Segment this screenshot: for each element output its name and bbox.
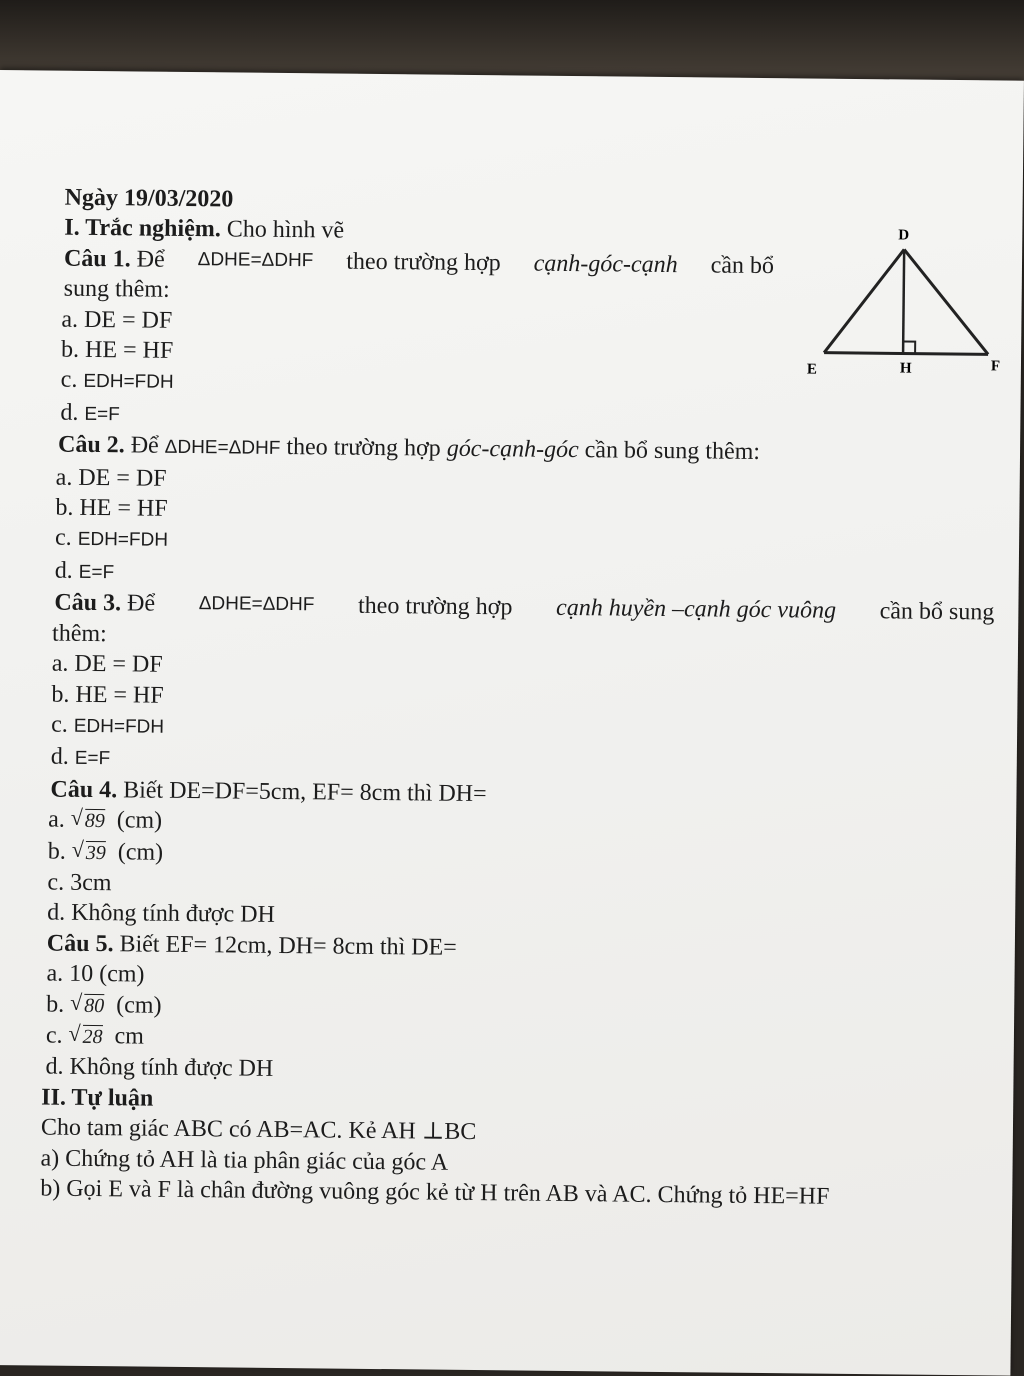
q3-triangles: ΔDHE=ΔDHF — [198, 593, 315, 616]
part2-item-a: a) Chứng tỏ AH là tia phân giác của góc A — [40, 1145, 449, 1176]
worksheet-content — [40, 183, 1005, 1214]
q2-c-value: EDH=FDH — [77, 529, 169, 552]
q5-c-prefix: c. — [45, 1022, 63, 1049]
q3-c-value: EDH=FDH — [73, 715, 165, 738]
q3-intro: Để — [126, 590, 156, 617]
q5-c-radicand: 28 — [82, 1025, 103, 1049]
q4-a-prefix: a. — [48, 806, 65, 833]
q2-triangles: ΔDHE=ΔDHF — [164, 436, 281, 460]
q1-triangles: ΔDHE=ΔDHF — [197, 248, 314, 272]
q4-a-unit: (cm) — [116, 807, 163, 834]
q2-option-a: a. DE = DF — [55, 464, 167, 492]
q5-option-d: d. Không tính được DH — [45, 1053, 274, 1083]
q2-end: cần bổ sung thêm: — [584, 437, 761, 466]
q1-case: cạnh-góc-cạnh — [533, 250, 678, 278]
q5-b-unit: (cm) — [116, 991, 162, 1019]
q3-d-value: E=F — [74, 748, 111, 770]
q2-option-b: b. HE = HF — [55, 494, 168, 522]
q3-mid: theo trường hợp — [357, 593, 513, 621]
q4-option-d: d. Không tính được DH — [47, 899, 275, 929]
q4-option-c: c. 3cm — [47, 869, 112, 897]
q4-b-prefix: b. — [47, 838, 66, 865]
q4-b-radicand: 39 — [85, 841, 106, 864]
q4-a-sqrt: √ 89 — [70, 804, 105, 833]
label-e: E — [806, 361, 818, 378]
label-h: H — [899, 360, 912, 377]
q2-d-prefix: d. — [54, 557, 73, 584]
q4-label: Câu 4. — [50, 776, 118, 803]
q3-label: Câu 3. — [54, 589, 122, 617]
q5-text: Biết EF= 12cm, DH= 8cm thì DE= — [119, 931, 457, 961]
q5-b-sqrt: √ 80 — [70, 989, 105, 1017]
q3-d-prefix: d. — [50, 743, 69, 771]
q2-d-value: E=F — [78, 561, 115, 584]
part2-intro: Cho tam giác ABC có AB=AC. Kẻ AH ⊥BC — [40, 1114, 477, 1146]
q5-option-a: a. 10 (cm) — [46, 960, 145, 988]
q1-c-prefix: c. — [60, 367, 78, 394]
q2-mid: theo trường hợp — [286, 434, 441, 462]
q5-c-unit: cm — [114, 1023, 145, 1050]
q2-label: Câu 2. — [57, 431, 125, 459]
q1-mid: theo trường hợp — [346, 248, 501, 277]
q3-option-b: b. HE = HF — [51, 681, 164, 709]
q3-option-a: a. DE = DF — [51, 650, 163, 678]
q1-d-value: E=F — [84, 403, 120, 426]
q1-label: Câu 1. — [63, 245, 131, 273]
part2-item-b: b) Gọi E và F là chân đường vuông góc kẻ từ H trên AB và AC. Chứng tỏ HE=HF — [40, 1175, 830, 1210]
q1-option-b: b. HE = HF — [60, 336, 174, 364]
q5-b-prefix: b. — [46, 991, 65, 1018]
q4-b-sqrt: √ 39 — [71, 836, 106, 864]
q5-label: Câu 5. — [46, 930, 114, 957]
date-line: Ngày 19/03/2020 — [64, 184, 234, 213]
q1-d-prefix: d. — [60, 399, 79, 426]
q4-a-radicand: 89 — [84, 810, 105, 833]
q3-cont: thêm: — [51, 620, 107, 647]
q3-case: cạnh huyền –cạnh góc vuông — [555, 595, 837, 625]
q1-intro: Để — [136, 246, 165, 273]
label-d: D — [898, 227, 910, 244]
q2-c-prefix: c. — [54, 525, 72, 552]
q1-cont: sung thêm: — [63, 275, 170, 304]
q1-end: cần bổ — [710, 252, 775, 279]
q3-c-prefix: c. — [51, 711, 68, 738]
label-f: F — [990, 358, 1001, 375]
q5-b-radicand: 80 — [84, 994, 105, 1017]
q5-c-sqrt: √ 28 — [68, 1020, 103, 1049]
part1-text: Cho hình vẽ — [226, 216, 345, 245]
worksheet-paper — [0, 70, 1024, 1376]
part2-heading: II. Tự luận — [41, 1084, 154, 1112]
q1-option-a: a. DE = DF — [61, 306, 173, 334]
part1-heading: I. Trắc nghiệm. — [64, 215, 221, 243]
q2-case: góc-cạnh-góc — [446, 435, 579, 464]
q4-b-unit: (cm) — [117, 838, 164, 866]
q2-intro: Để — [130, 432, 159, 459]
q4-text: Biết DE=DF=5cm, EF= 8cm thì DH= — [123, 777, 487, 807]
q3-end: cần bổ sung — [879, 598, 995, 626]
q1-c-value: EDH=FDH — [83, 371, 174, 394]
